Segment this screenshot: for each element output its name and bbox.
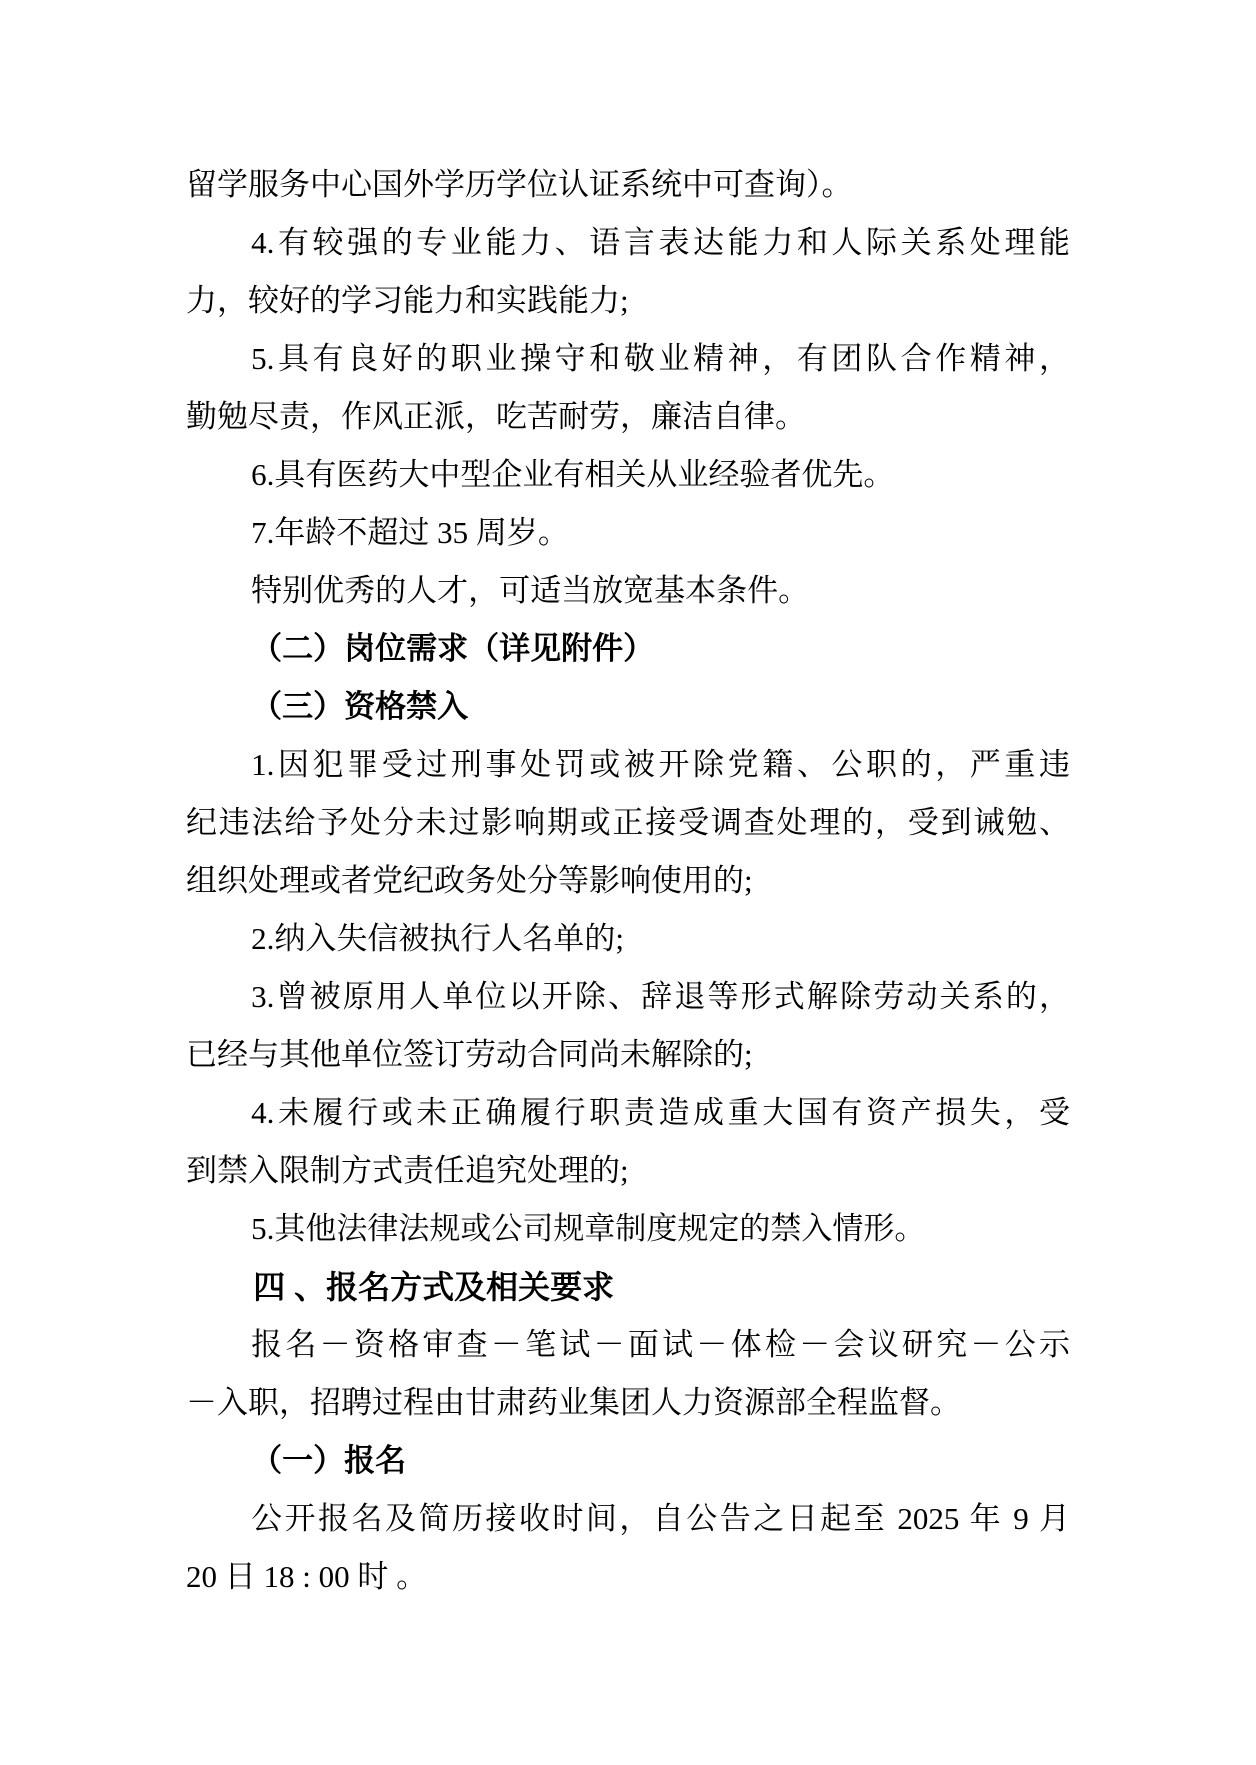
section-heading-level2: （三）资格禁入 [251,689,469,724]
section-heading-level2: （一）报名 [251,1443,407,1478]
text-line: 3.曾被原用人单位以开除、辞退等形式解除劳动关系的， [251,979,1070,1014]
text-line: －入职，招聘过程由甘肃药业集团人力资源部全程监督。 [186,1385,961,1420]
text-line: 留学服务中心国外学历学位认证系统中可查询）。 [186,167,853,202]
text-line: 1.因犯罪受过刑事处罚或被开除党籍、公职的，严重违 [251,747,1070,782]
text-line: 4.有较强的专业能力、语言表达能力和人际关系处理能 [251,225,1070,260]
text-line: 6.具有医药大中型企业有相关从业经验者优先。 [251,457,895,492]
text-line: 公开报名及简历接收时间，自公告之日起至 2025 年 9 月 [251,1501,1070,1536]
text-line: 7.年龄不超过 35 周岁。 [251,515,569,550]
text-line: 组织处理或者党纪政务处分等影响使用的; [186,863,753,898]
text-line: 特别优秀的人才，可适当放宽基本条件。 [251,573,810,608]
text-line: 已经与其他单位签订劳动合同尚未解除的; [186,1037,753,1072]
text-line: 力，较好的学习能力和实践能力; [186,283,629,318]
text-line: 5.其他法律法规或公司规章制度规定的禁入情形。 [251,1211,926,1246]
section-heading-level1: 四 、报名方式及相关要求 [253,1269,615,1305]
text-line: 2.纳入失信被执行人名单的; [251,921,624,956]
text-line: 勤勉尽责，作风正派，吃苦耐劳，廉洁自律。 [186,399,806,434]
text-line: 20 日 18 : 00 时 。 [186,1559,428,1594]
text-line: 报名－资格审查－笔试－面试－体检－会议研究－公示 [251,1327,1070,1362]
section-heading-level2: （二）岗位需求（详见附件） [251,631,655,666]
text-line: 4.未履行或未正确履行职责造成重大国有资产损失，受 [251,1095,1070,1130]
text-line: 到禁入限制方式责任追究处理的; [186,1153,629,1188]
text-line: 5.具有良好的职业操守和敬业精神，有团队合作精神， [251,341,1070,376]
text-line: 纪违法给予处分未过影响期或正接受调查处理的，受到诫勉、 [186,805,1070,840]
